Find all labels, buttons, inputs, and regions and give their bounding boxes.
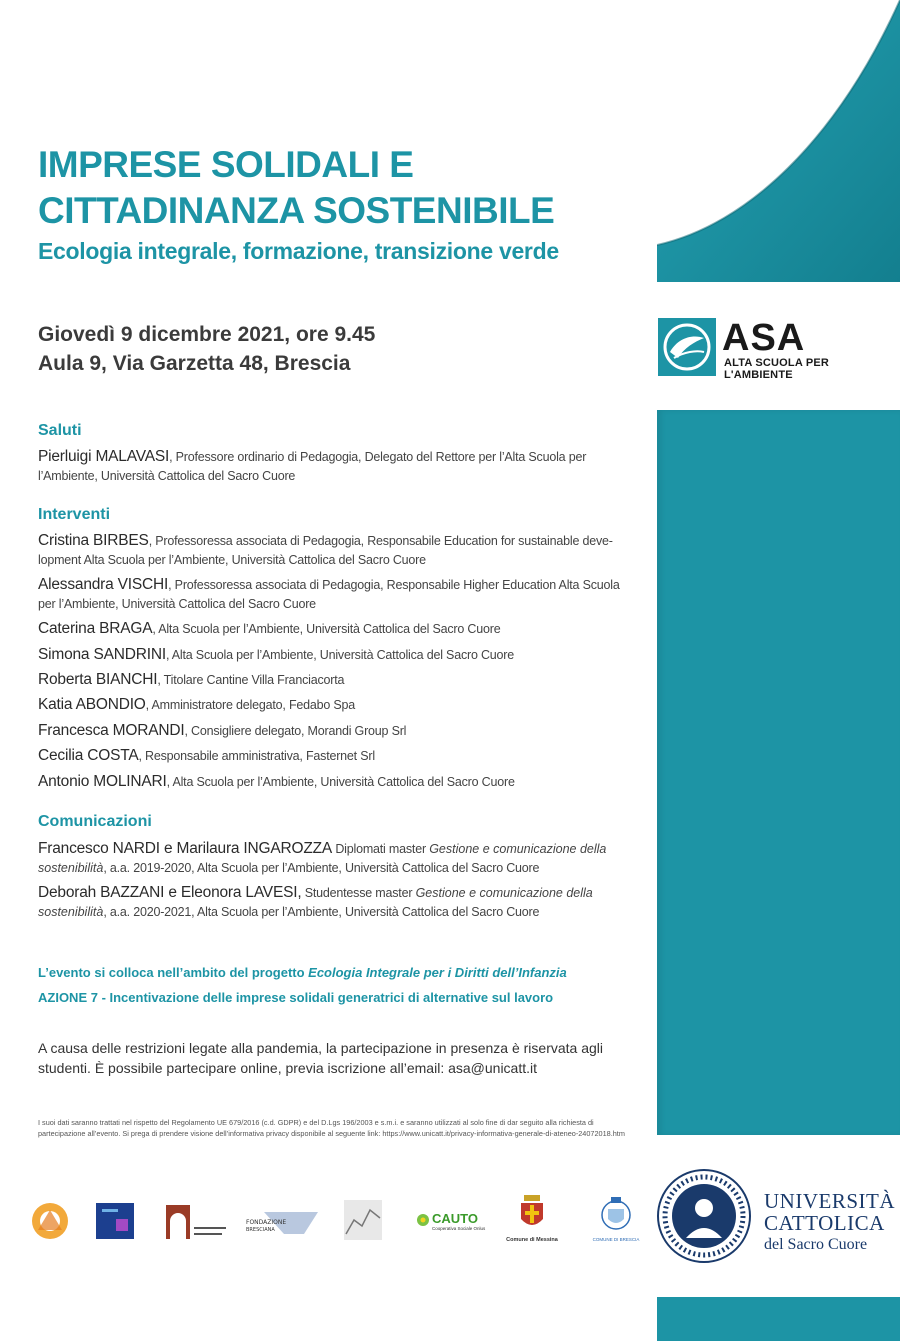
speaker-role: , Alta Scuola per l’Ambiente, Università Cattolica del Sacro Cuore [165, 648, 515, 662]
university-name-line1: UNIVERSITÀ [764, 1189, 895, 1213]
speaker-entry [38, 746, 634, 766]
speaker-name: Cristina BIRBES [38, 532, 149, 549]
speaker-entry [38, 670, 634, 690]
speaker-name: Alessandra VISCHI [38, 576, 169, 593]
asa-logo-icon [658, 318, 716, 376]
cauto-logo [416, 1211, 486, 1235]
fondazione-logo-icon [244, 1208, 320, 1238]
speaker-role: , Responsabile amministrativa, Fasternet Srl [138, 749, 375, 763]
speaker-entry [38, 619, 634, 639]
cauto-name: CAUTO [432, 1211, 478, 1226]
speaker-entry [38, 447, 634, 486]
master-title: Gestione e comunicazione della sostenibilità [38, 842, 607, 875]
partner-logo-chart-icon [344, 1200, 382, 1240]
svg-text:BRESCIANA: BRESCIANA [246, 1227, 275, 1233]
speaker-name: Francesca MORANDI [38, 722, 185, 739]
flower-icon [416, 1213, 430, 1227]
decorative-curl-shape [657, 0, 900, 282]
section-heading-comunicazioni: Comunicazioni [38, 813, 152, 830]
speaker-role: , Professoressa associata di Pedagogia, Responsabile Education for sustainable deve-lopment Alta Scuola per l’Ambiente, Università Cattolica del Sacro Cuore [38, 534, 613, 567]
coat-of-arms-icon [518, 1195, 546, 1233]
partner-logo-circle-icon [30, 1200, 70, 1242]
comune-messina-logo [502, 1195, 562, 1247]
section-heading-interventi: Interventi [38, 506, 111, 523]
event-date: Giovedì 9 dicembre 2021, ore 9.45 [38, 323, 376, 346]
project-note-text: L’evento si colloca nell’ambito del progetto [38, 965, 309, 980]
speaker-entry [38, 575, 634, 614]
speaker-name: Antonio MOLINARI [38, 773, 167, 790]
speaker-entry [38, 883, 634, 922]
comune-brescia-name: COMUNE DI BRESCIA [592, 1237, 640, 1242]
speaker-role: , Consigliere delegato, Morandi Group Srl [184, 724, 407, 738]
speaker-role: , Professoressa associata di Pedagogia, Responsabile Higher Education Alta Scuola per l’Ambiente, Università Cattolica del Sacro Cuore [38, 578, 620, 611]
university-seal-icon [656, 1168, 752, 1264]
speaker-role: , Professore ordinario di Pedagogia, Delegato del Rettore per l’Alta Scuola per l’Ambiente, Università Cattolica del Sacro Cuore [38, 450, 587, 483]
master-title: Gestione e comunicazione della sostenibilità [38, 886, 593, 919]
speaker-name: Simona SANDRINI [38, 646, 166, 663]
speaker-name: Deborah BAZZANI e Eleonora LAVESI, [38, 884, 302, 901]
event-place: Aula 9, Via Garzetta 48, Brescia [38, 352, 351, 375]
asa-logo-subtitle: ALTA SCUOLA PER L'AMBIENTE [724, 357, 830, 381]
speaker-name: Caterina BRAGA [38, 620, 153, 637]
cauto-subtitle: Cooperativa Sociale Onlus [432, 1226, 486, 1231]
partner-logo-blue-icon [96, 1203, 134, 1239]
comune-messina-name: Comune di Messina [506, 1237, 558, 1243]
speaker-role: , Alta Scuola per l’Ambiente, Università Cattolica del Sacro Cuore [152, 622, 501, 636]
speaker-entry [38, 695, 634, 715]
speaker-entry [38, 772, 634, 792]
speaker-entry [38, 721, 634, 741]
speaker-name: Francesco NARDI e Marilaura INGAROZZA [38, 840, 333, 857]
project-note [38, 965, 567, 980]
speaker-role: Diplomati master [332, 842, 430, 856]
speaker-name: Pierluigi MALAVASI [38, 448, 170, 465]
asa-logo-name: ASA [722, 317, 806, 359]
participation-notice: A causa delle restrizioni legate alla pandemia, la partecipazione in presenza è riservata agli studenti. È possibile partecipare online, previa iscrizione all’email: asa@unicatt.it [38, 1040, 603, 1076]
comune-brescia-logo [592, 1195, 640, 1247]
speaker-entry [38, 839, 634, 878]
speaker-role-detail: , a.a. 2019-2020, Alta Scuola per l’Ambiente, Università Cattolica del Sacro Cuore [103, 861, 540, 875]
title-line-2: CITTADINANZA SOSTENIBILE [38, 190, 555, 231]
speaker-name: Katia ABONDIO [38, 696, 146, 713]
page-subtitle: Ecologia integrale, formazione, transizione verde [38, 238, 559, 264]
crest-icon [600, 1195, 632, 1233]
speaker-role: , Alta Scuola per l’Ambiente, Università Cattolica del Sacro Cuore [166, 775, 515, 789]
speaker-role: Studentesse master [301, 886, 416, 900]
privacy-disclaimer: I suoi dati saranno trattati nel rispetto del Regolamento UE 679/2016 (c.d. GDPR) e del D.Lgs 196/2003 e s.m.i. e saranno utilizzati al solo fine di dar seguito alla richiesta di partecipazione all’evento. Si prega di prendere visione dell’informativa privacy disponibile al seguente link: https://www.unicatt.it/privacy-informativa-generale-di-ateneo-24072018.htm [38, 1118, 625, 1138]
speaker-role-detail: , a.a. 2020-2021, Alta Scuola per l’Ambiente, Università Cattolica del Sacro Cuore [103, 905, 540, 919]
speaker-role: , Amministratore delegato, Fedabo Spa [145, 698, 356, 712]
project-name: Ecologia Integrale per i Diritti dell’Infanzia [308, 965, 567, 980]
university-name-line3: del Sacro Cuore [764, 1236, 868, 1253]
university-name [764, 1190, 895, 1256]
page-title [38, 142, 638, 234]
decorative-teal-panel [657, 410, 900, 1135]
speaker-name: Cecilia COSTA [38, 747, 139, 764]
decorative-teal-strip [657, 1297, 900, 1341]
svg-text:FONDAZIONE: FONDAZIONE [246, 1219, 287, 1226]
speaker-entry [38, 645, 634, 665]
section-heading-saluti: Saluti [38, 422, 82, 439]
speaker-name: Roberta BIANCHI [38, 671, 158, 688]
project-action: AZIONE 7 - Incentivazione delle imprese solidali generatrici di alternative sul lavoro [38, 990, 554, 1005]
speaker-role: , Titolare Cantine Villa Franciacorta [157, 673, 345, 687]
partner-logo-arch-icon [166, 1205, 228, 1239]
university-name-line2: CATTOLICA [764, 1211, 885, 1235]
speaker-entry [38, 531, 634, 570]
title-line-1: IMPRESE SOLIDALI E [38, 144, 414, 185]
